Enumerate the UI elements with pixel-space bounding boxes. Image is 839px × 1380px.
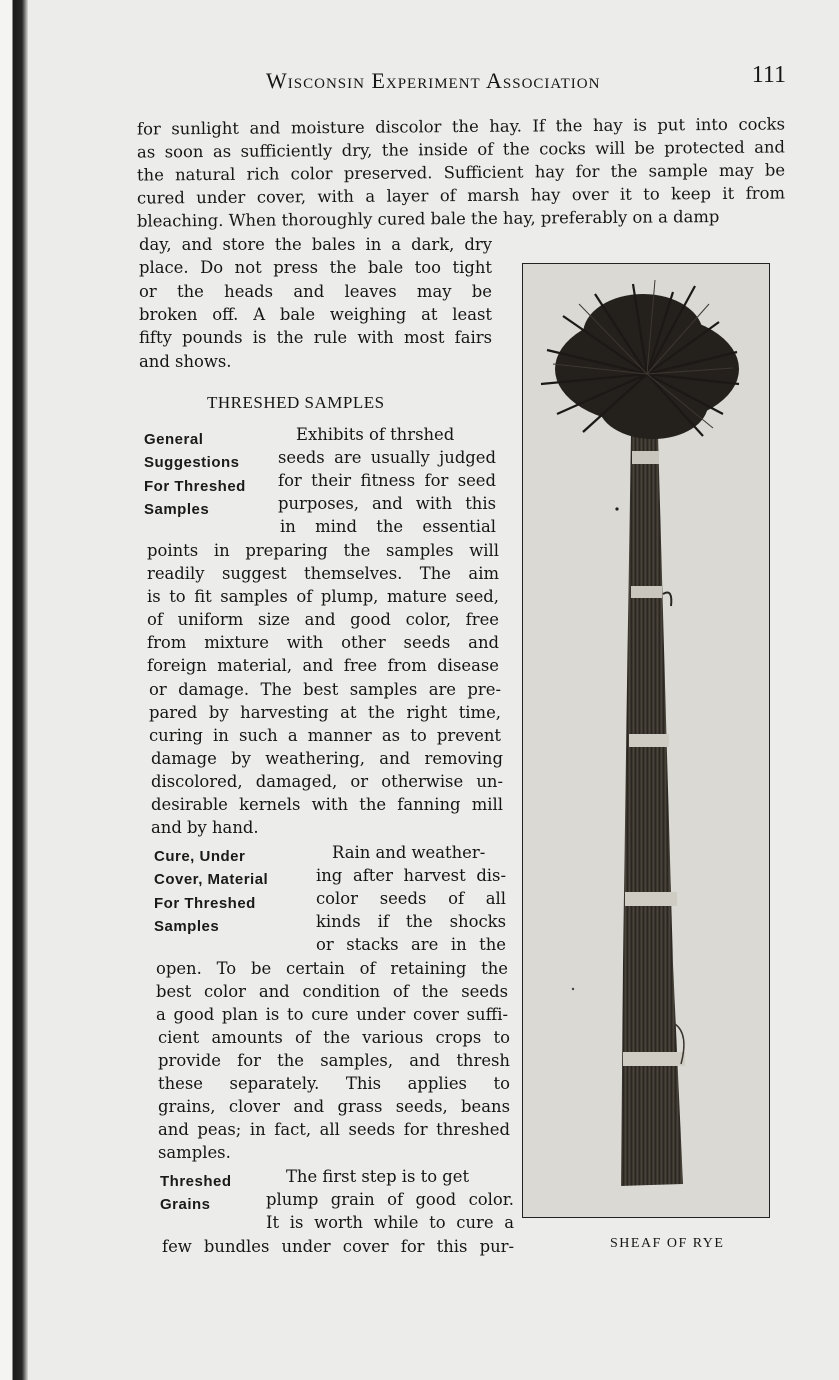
side-heading-line: For Threshed [144,477,246,495]
text-line: place. Do not press the bale too tight [139,258,492,277]
text-line: color seeds of all [316,889,506,908]
text-line: desirable kernels with the fanning mill [151,795,503,814]
text-line: and peas; in fact, all seeds for threshed [158,1120,510,1139]
text-line: and by hand. [151,818,259,837]
text-line: from mixture with other seeds and [147,633,499,652]
text-line: samples. [158,1143,231,1162]
text-line: seeds are usually judged [278,448,496,467]
text-line: or stacks are in the [316,935,506,954]
text-line: cured under cover, with a layer of marsh hay over it to keep it from [136,183,786,208]
side-heading-grains [160,1170,232,1217]
page-header [266,62,786,96]
text-line: ing after harvest dis- [316,866,506,885]
side-heading-line: Cure, Under [154,848,246,865]
section-heading: THRESHED SAMPLES [207,393,385,412]
text-line: these separately. This applies to [158,1074,510,1093]
text-line: day, and store the bales in a dark, dry [139,235,492,254]
text-line: pared by harvesting at the right time, [149,703,501,722]
text-line: Rain and weather- [332,843,486,862]
side-heading-line: Samples [144,500,210,518]
text-line: open. To be certain of retaining the [156,959,508,978]
text-line: or damage. The best samples are pre- [149,680,501,699]
text-line: points in preparing the samples will [147,541,499,560]
side-heading-cure [154,845,268,938]
text-line: foreign material, and free from disease [147,656,499,675]
text-line: broken off. A bale weighing at least [139,305,492,324]
running-head: Wisconsin Experiment Association [266,68,601,93]
side-heading-general [144,428,246,521]
side-heading-line: General [144,431,204,448]
text-line: provide for the samples, and thresh [158,1051,510,1070]
text-line: or the heads and leaves may be [139,282,492,301]
rye-sheaf-photo [522,263,770,1218]
text-line: best color and condition of the seeds [156,982,508,1001]
text-line: for their fitness for seed [278,471,496,490]
text-line: of uniform size and good color, free [147,610,499,629]
text-line: It is worth while to cure a [266,1213,514,1232]
text-line: as soon as sufficiently dry, the inside of the cocks will be protected and [136,137,786,162]
text-line: bleaching. When thoroughly cured bale the hay, preferably on a damp [136,207,720,231]
text-line: in mind the essential [280,517,496,536]
text-line: purposes, and with this [278,494,496,513]
rye-sheaf-photo-icon [523,264,769,1217]
side-heading-line: For Threshed [154,894,256,912]
text-line: kinds if the shocks [316,912,506,931]
side-heading-line: Cover, Material [154,871,269,889]
text-line: curing in such a manner as to prevent [149,726,501,745]
side-heading-line: Suggestions [144,454,240,472]
text-line: damage by weathering, and removing [151,749,503,768]
page-number: 111 [751,62,786,88]
figure-caption: SHEAF OF RYE [610,1236,725,1251]
text-line: a good plan is to cure under cover suffi- [156,1005,508,1024]
text-line: fifty pounds is the rule with most fairs [139,328,492,347]
text-line: plump grain of good color. [266,1190,514,1209]
text-line: the natural rich color preserved. Sufficient hay for the sample may be [136,160,786,185]
text-line: is to fit samples of plump, mature seed, [147,587,499,606]
text-line: The first step is to get [286,1167,470,1186]
text-line: few bundles under cover for this pur- [162,1237,514,1256]
side-heading-line: Grains [160,1196,211,1214]
text-line: Exhibits of thrshed [296,425,455,444]
side-heading-line: Samples [154,917,220,935]
book-spine-edge [0,0,28,1380]
text-line: and shows. [139,352,232,371]
text-line: grains, clover and grass seeds, beans [158,1097,510,1116]
text-line: cient amounts of the various crops to [158,1028,510,1047]
side-heading-line: Threshed [160,1173,232,1190]
text-line: discolored, damaged, or otherwise un- [151,772,503,791]
text-line: readily suggest themselves. The aim [147,564,499,583]
text-line: for sunlight and moisture discolor the hay. If the hay is put into cocks [136,114,786,139]
